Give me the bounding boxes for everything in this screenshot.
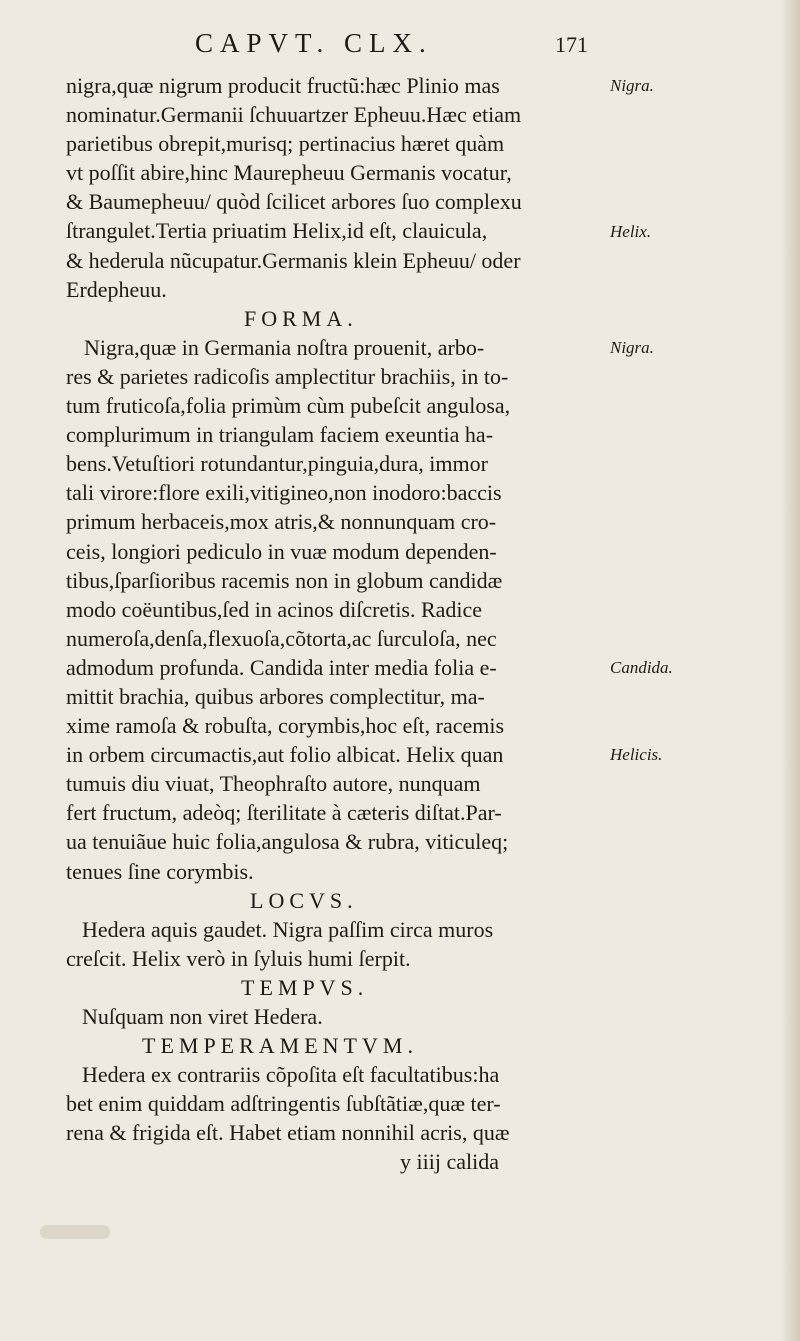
section-heading: FORMA. [244,305,358,331]
page-header [0,20,800,60]
text-line: Hedera ex contrariis cõpoſita eſt facultatibus:ha [82,1062,500,1088]
text-line: & Baumepheuu/ quòd ſcilicet arbores ſuo complexu [66,189,522,215]
text-line: ſtrangulet.Tertia priuatim Helix,id eſt, clauicula, [66,218,488,244]
margin-note: Candida. [610,658,673,677]
text-line: numeroſa,denſa,flexuoſa,cõtorta,ac ſurculoſa, nec [66,625,497,651]
section-heading: TEMPVS. [241,974,369,1000]
page-edge [780,0,800,1341]
margin-note: Helicis. [610,745,663,765]
text-line: vt poſſit abire,hinc Maurepheuu Germanis vocatur, [66,160,512,186]
text-line: modo coëuntibus,ſed in acinos diſcretis. Radice [66,596,483,622]
text-line: mittit brachia, quibus arbores complectitur, ma- [66,683,485,709]
paper-stain [40,1225,110,1239]
page-number: 171 [555,32,588,57]
text-line: tum fruticoſa,folia primùm cùm pubeſcit angulosa, [66,393,511,419]
text-line: complurimum in triangulam faciem exeuntia ha- [66,422,494,448]
margin-note: Nigra. [610,337,654,357]
text-line: ua tenuiãue huic folia,angulosa & rubra, viticuleq; [66,829,509,855]
text-line: creſcit. Helix verò in ſyluis humi ſerpit. [66,945,411,971]
text-line: admodum profunda. Candida inter media folia e- [66,654,497,680]
text-line: Nigra,quæ in Germania noſtra prouenit, arbo- [84,334,485,360]
margin-note: Nigra. [610,76,654,95]
text-line: tali virore:flore exili,vitigineo,non inodoro:baccis [66,480,502,506]
text-line: parietibus obrepit,murisq; pertinacius hæret quàm [66,131,505,157]
text-line: rena & frigida eſt. Habet etiam nonnihil acris, quæ [66,1120,510,1146]
text-line: Hedera aquis gaudet. Nigra paſſim circa muros [82,916,494,942]
text-line: Nuſquam non viret Hedera. [82,1004,323,1029]
text-line: xime ramoſa & robuſta, corymbis,hoc eſt, racemis [66,713,505,739]
section-heading: TEMPERAMENTVM. [142,1033,418,1059]
text-line: fert fructum, adeòq; ſterilitate à cæteris diſtat.Par- [66,800,502,826]
text-line: bens.Vetuſtiori rotundantur,pinguia,dura, immor [66,451,488,477]
text-line: tumuis diu viuat, Theophraſto autore, nunquam [66,771,481,797]
text-line: primum herbaceis,mox atris,& nonnunquam cro- [66,509,497,535]
text-line: res & parietes radicoſis amplectitur brachiis, in to- [66,363,509,389]
text-line: & hederula nũcupatur.Germanis klein Epheuu/ oder [66,247,521,273]
section-heading: LOCVS. [250,887,358,913]
body-text [66,71,606,1177]
text-line: ceis, longiori pediculo in vuæ modum dependen- [66,538,497,564]
text-line: Erdepheuu. [66,276,167,302]
text-line: nigra,quæ nigrum producit fructũ:hæc Plinio mas [66,73,500,98]
text-line: nominatur.Germanii ſchuuartzer Epheuu.Hæc etiam [66,102,522,128]
text-line: tenues ſine corymbis. [66,858,254,884]
text-line: tibus,ſparſioribus racemis non in globum candidæ [66,567,503,593]
text-line: y iiij calida [400,1149,499,1175]
margin-note: Helix. [610,221,652,241]
text-line: in orbem circumactis,aut folio albicat. Helix quan [66,742,504,768]
text-line: bet enim quiddam adſtringentis ſubſtãtiæ,quæ ter- [66,1091,501,1117]
running-head: CAPVT. CLX. [195,28,433,58]
